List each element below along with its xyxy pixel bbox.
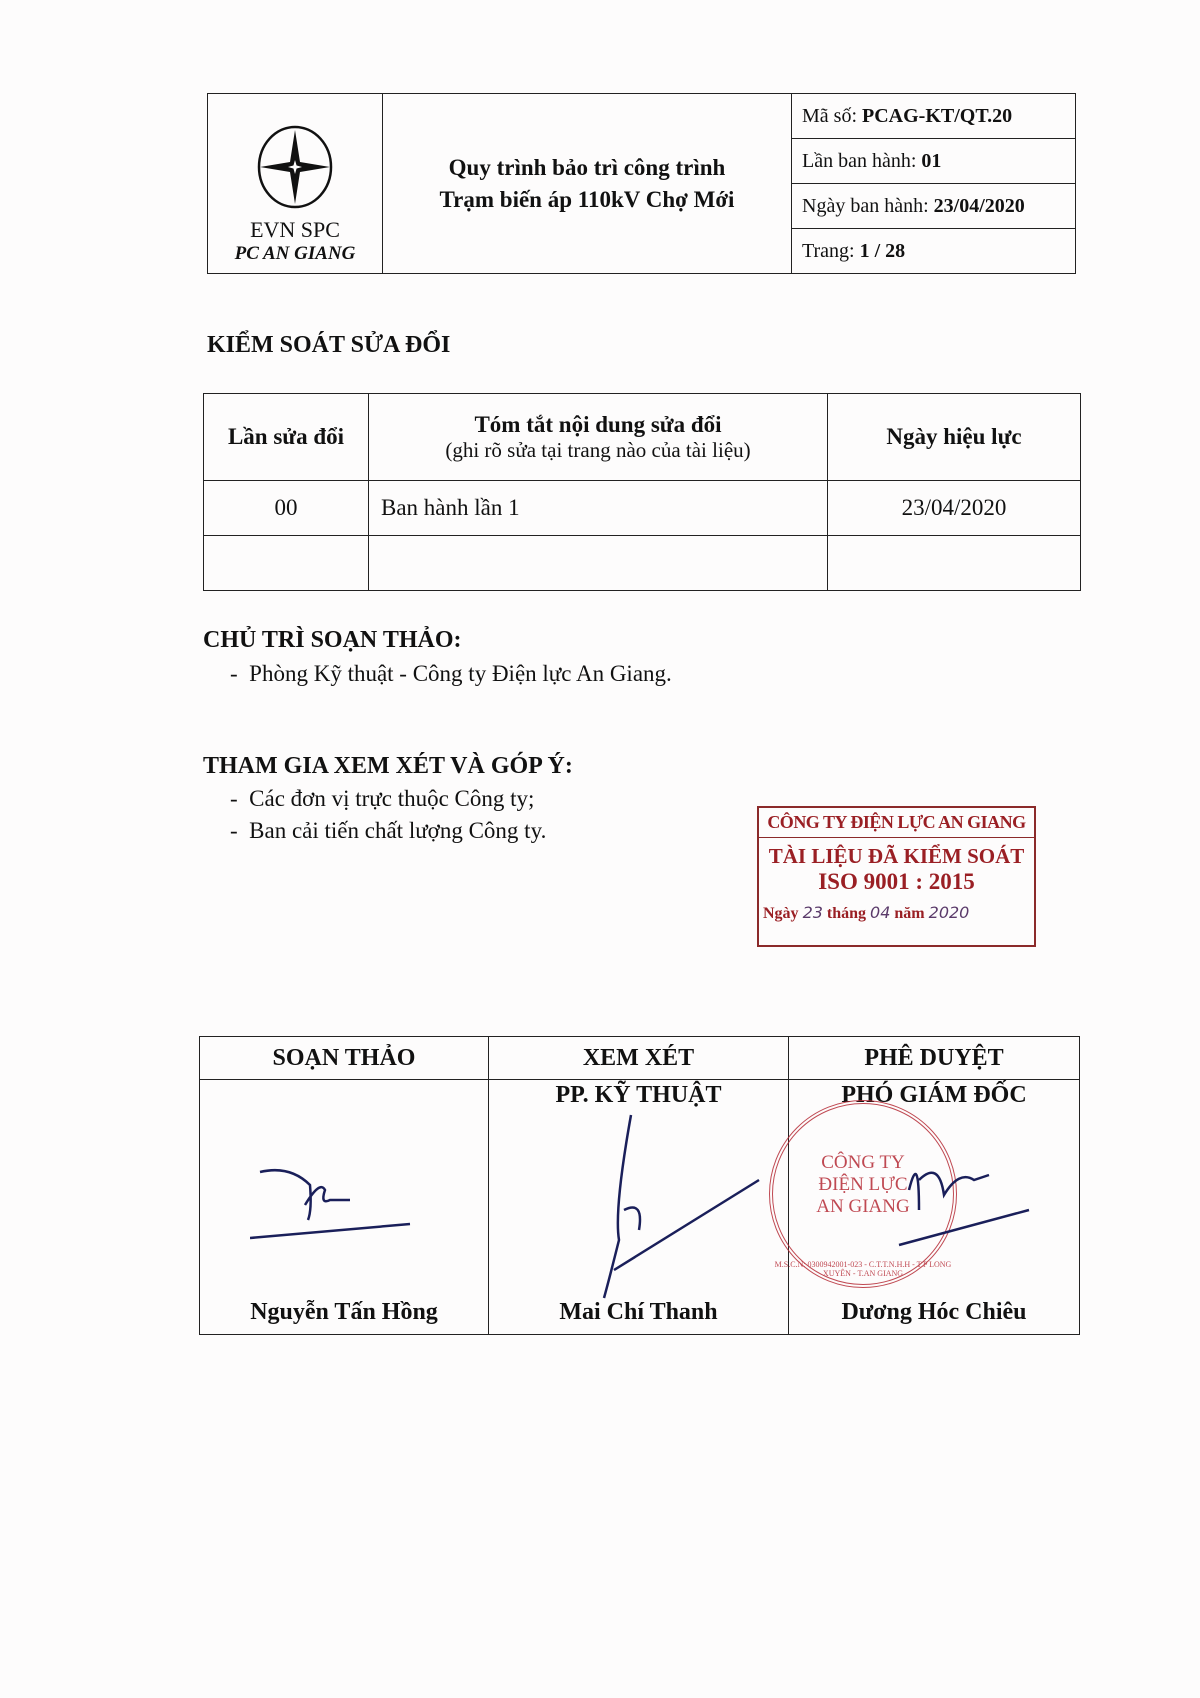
signer-name: Mai Chí Thanh [559,1299,718,1325]
title-line-2: Trạm biến áp 110kV Chợ Mới [439,186,735,212]
seal-text: AN GIANG [816,1196,910,1217]
cell-summary [369,536,828,591]
header-approved: PHÊ DUYỆT [789,1037,1080,1080]
logo-text-evn: EVN SPC [250,217,340,242]
signature-icon [589,1110,769,1300]
signature-cell-reviewed [489,1080,789,1335]
signer-name: Nguyễn Tấn Hồng [250,1299,438,1325]
list-item-text: Các đơn vị trực thuộc Công ty; [249,786,535,811]
stamp-date [759,903,1034,923]
value: PCAG-KT/QT.20 [862,104,1013,127]
signature-table [199,1036,1080,1335]
signature-cell-drafted [200,1080,489,1335]
header-drafted: SOẠN THẢO [200,1037,489,1080]
cell-date [828,536,1081,591]
label: Ngày [763,905,803,922]
review-heading: THAM GIA XEM XÉT VÀ GÓP Ý: [203,753,573,779]
revision-table [203,393,1081,591]
issue-number [792,139,1076,184]
list-item-text: Phòng Kỹ thuật - Công ty Điện lực An Giang. [249,661,672,686]
revision-heading: KIỂM SOÁT SỬA ĐỔI [207,332,451,358]
document-code [792,94,1076,139]
signature-cell-approved [774,1080,1080,1335]
signer-role: PHÓ GIÁM ĐỐC [841,1082,1027,1108]
document-title [383,94,792,274]
label: Mã số: [802,104,862,127]
label: tháng [822,905,871,922]
signer-role: PP. KỸ THUẬT [555,1082,722,1108]
drafting-heading: CHỦ TRÌ SOẠN THẢO: [203,627,462,653]
summary-title: Tóm tắt nội dung sửa đổi [474,411,722,437]
list-item: - Phòng Kỹ thuật - Công ty Điện lực An Giang. [230,661,672,686]
label: Trang: [802,239,860,262]
label: Lần ban hành: [802,149,922,172]
col-header-revision: Lần sửa đổi [204,394,369,481]
seal-text: CÔNG TY [821,1152,905,1173]
evn-logo-icon [250,122,340,212]
month: 04 [870,903,891,922]
cell-revision [204,536,369,591]
value: 1 / 28 [859,239,906,262]
issue-date [792,184,1076,229]
day: 23 [802,903,823,922]
table-row [204,481,1081,536]
col-header-effective-date: Ngày hiệu lực [828,394,1081,481]
value: 23/04/2020 [933,194,1025,217]
logo-text-pc: PC AN GIANG [234,243,356,264]
title-line-1: Quy trình bảo trì công trình [448,154,726,180]
signature-icon [250,1160,430,1250]
seal-text: ĐIỆN LỰC [818,1174,908,1195]
list-item: - Ban cải tiến chất lượng Công ty. [230,818,547,843]
signer-name: Dương Hóc Chiêu [841,1299,1027,1325]
page-number [792,229,1076,274]
logo-cell [208,94,383,274]
document-header-table [207,93,1076,274]
label: Ngày ban hành: [802,194,934,217]
cell-revision: 00 [204,481,369,536]
value: 01 [921,149,942,172]
stamp-status: TÀI LIỆU ĐÃ KIỂM SOÁT [768,844,1025,868]
list-item-text: Ban cải tiến chất lượng Công ty. [249,818,547,843]
signature-icon [889,1150,1069,1250]
cell-date: 23/04/2020 [828,481,1081,536]
cell-summary: Ban hành lần 1 [369,481,828,536]
summary-subtitle: (ghi rõ sửa tại trang nào của tài liệu) [445,437,751,462]
col-header-summary [369,394,828,481]
stamp-standard: ISO 9001 : 2015 [818,869,975,894]
label: năm [890,905,929,922]
stamp-company: CÔNG TY ĐIỆN LỰC AN GIANG [759,808,1034,838]
iso-control-stamp [757,806,1036,947]
list-item: - Các đơn vị trực thuộc Công ty; [230,786,535,811]
header-reviewed: XEM XÉT [489,1037,789,1080]
year: 2020 [928,903,970,922]
table-row [204,536,1081,591]
seal-ring-text: M.S.C.N: 0300942001-023 - C.T.T.N.H.H - T.P LONG XUYÊN - T.AN GIANG [774,1260,952,1278]
